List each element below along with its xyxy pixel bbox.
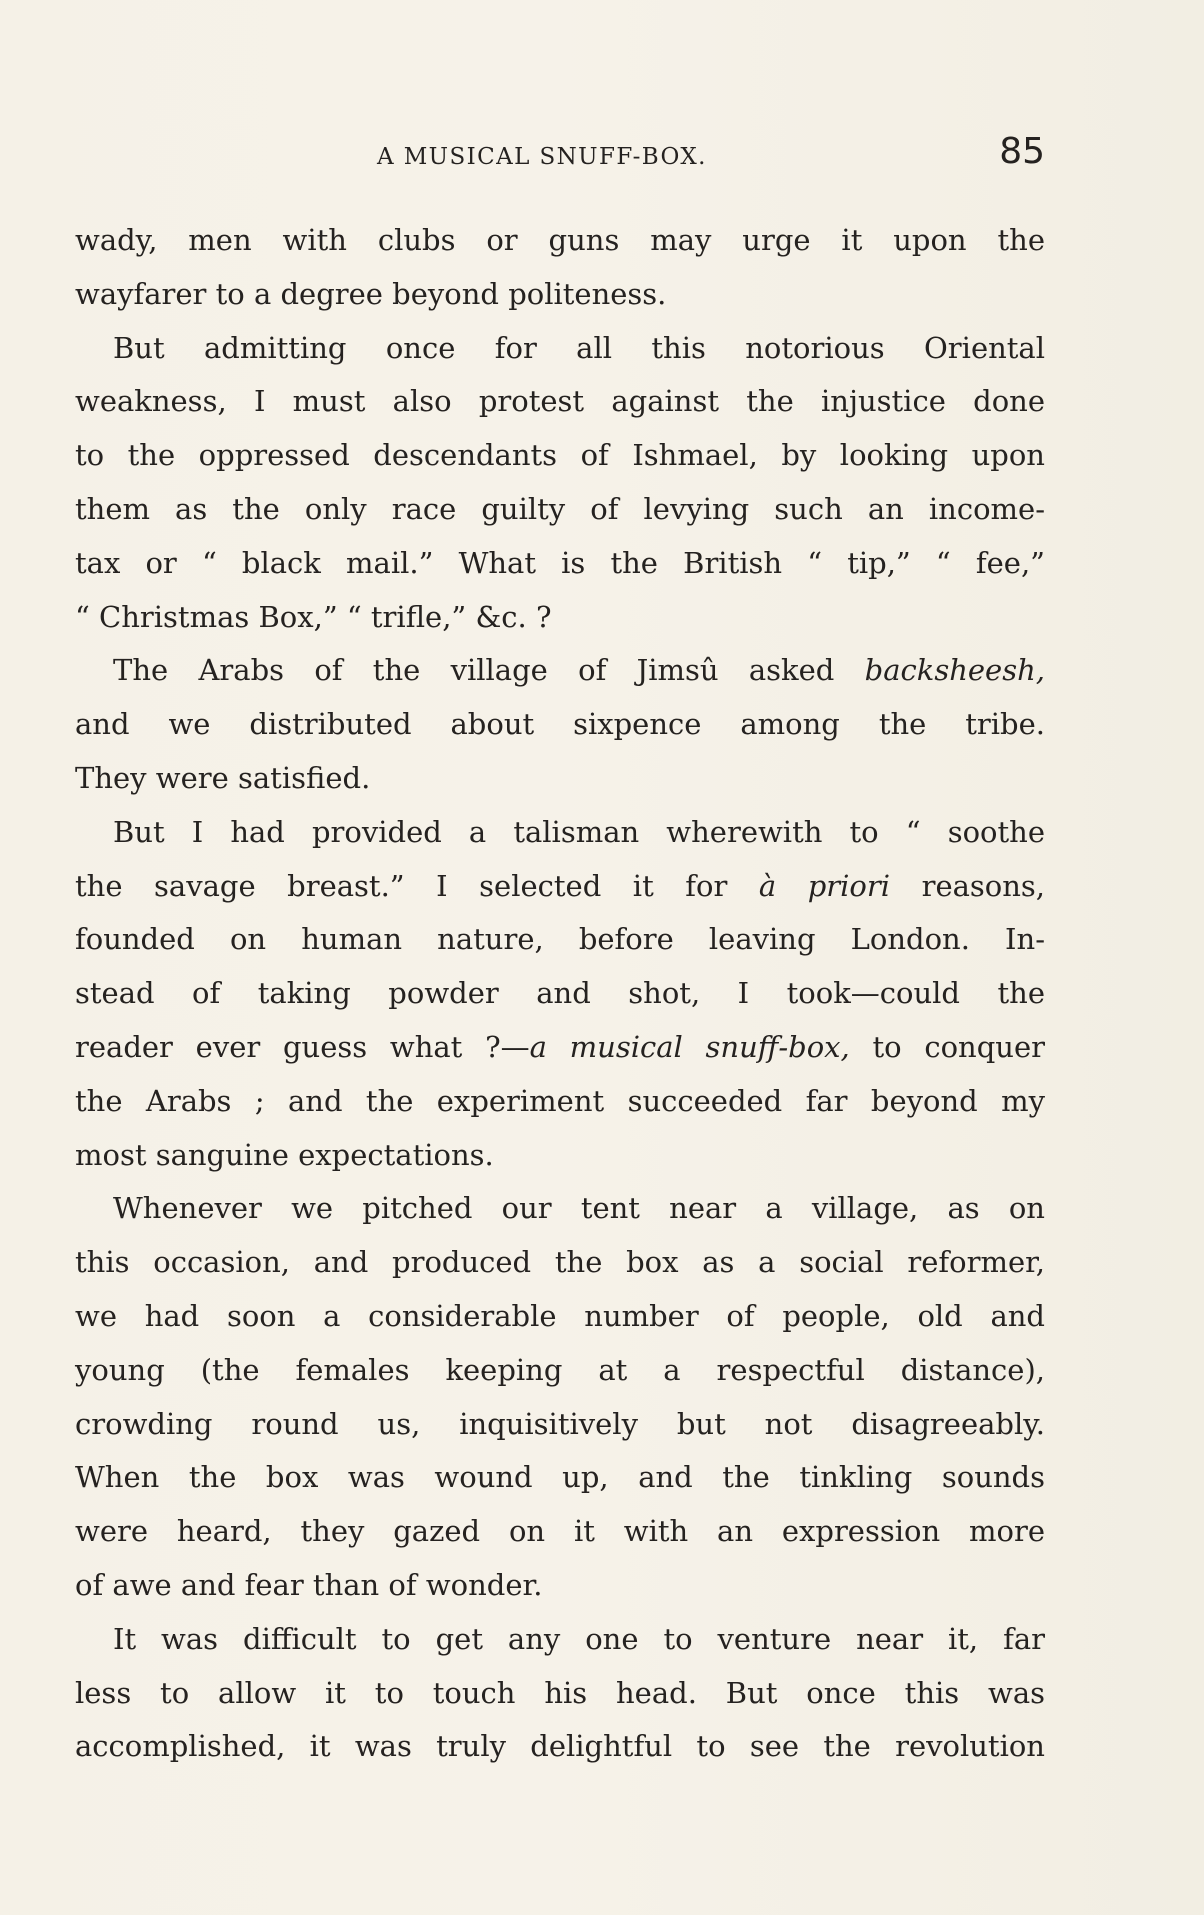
text-line: crowding round us, inquisitively but not disagreeably. xyxy=(75,1406,1045,1441)
text-line: wady, men with clubs or guns may urge it upon the xyxy=(75,223,1045,257)
line-text-after: reasons, xyxy=(890,868,1046,903)
running-title: A MUSICAL SNUFF-BOX. xyxy=(377,144,707,170)
text-line: founded on human nature, before leaving London. In- xyxy=(75,922,1045,957)
line-text-before: reader ever guess what ?— xyxy=(75,1029,530,1064)
text-line: Whenever we pitched our tent near a village, as on xyxy=(113,1191,1045,1226)
text-line xyxy=(75,860,1045,914)
text-line: and we distributed about sixpence among the tribe. xyxy=(75,707,1045,742)
text-line: of awe and fear than of wonder. xyxy=(75,1567,543,1602)
text-line: them as the only race guilty of levying such an income- xyxy=(75,491,1045,526)
line-text-after: to conquer xyxy=(849,1029,1045,1064)
text-line: accomplished, it was truly delightful to see the revolution xyxy=(75,1729,1045,1764)
text-line: wayfarer to a degree beyond politeness. xyxy=(75,276,667,311)
text-line: were heard, they gazed on it with an expression more xyxy=(75,1514,1045,1549)
line-text-before: The Arabs of the village of Jimsû asked xyxy=(113,653,865,688)
text-line: we had soon a considerable number of people, old and xyxy=(75,1298,1045,1333)
italic-word: backsheesh, xyxy=(864,653,1045,688)
italic-phrase: a musical snuff-box, xyxy=(529,1029,850,1064)
italic-phrase: à priori xyxy=(758,868,891,903)
text-line xyxy=(75,644,1045,698)
text-line xyxy=(75,1021,1045,1075)
text-line: stead of taking powder and shot, I took—could the xyxy=(75,976,1045,1011)
text-line: young (the females keeping at a respectful distance), xyxy=(75,1352,1045,1387)
text-line: “ Christmas Box,” “ trifle,” &c. ? xyxy=(75,599,552,634)
text-line: to the oppressed descendants of Ishmael, by looking upon xyxy=(75,438,1045,473)
text-line: weakness, I must also protest against the injustice done xyxy=(75,384,1045,419)
page-number: 85 xyxy=(999,131,1045,172)
text-line: tax or “ black mail.” What is the British “ tip,” “ fee,” xyxy=(75,545,1045,580)
text-line: But admitting once for all this notorious Oriental xyxy=(113,330,1045,365)
text-line: the Arabs ; and the experiment succeeded far beyond my xyxy=(75,1083,1045,1118)
page-header xyxy=(75,131,1045,178)
text-line: most sanguine expectations. xyxy=(75,1137,494,1172)
text-line: It was difficult to get any one to venture near it, far xyxy=(113,1621,1045,1656)
text-line: But I had provided a talisman wherewith to “ soothe xyxy=(113,814,1045,849)
text-line: less to allow it to touch his head. But once this was xyxy=(75,1675,1045,1710)
text-line: When the box was wound up, and the tinkling sounds xyxy=(75,1460,1045,1495)
line-text-before: the savage breast.” I selected it for xyxy=(75,868,759,903)
text-line: this occasion, and produced the box as a social reformer, xyxy=(75,1245,1045,1280)
body-text xyxy=(75,214,1045,1774)
text-line: They were satisfied. xyxy=(75,760,371,795)
